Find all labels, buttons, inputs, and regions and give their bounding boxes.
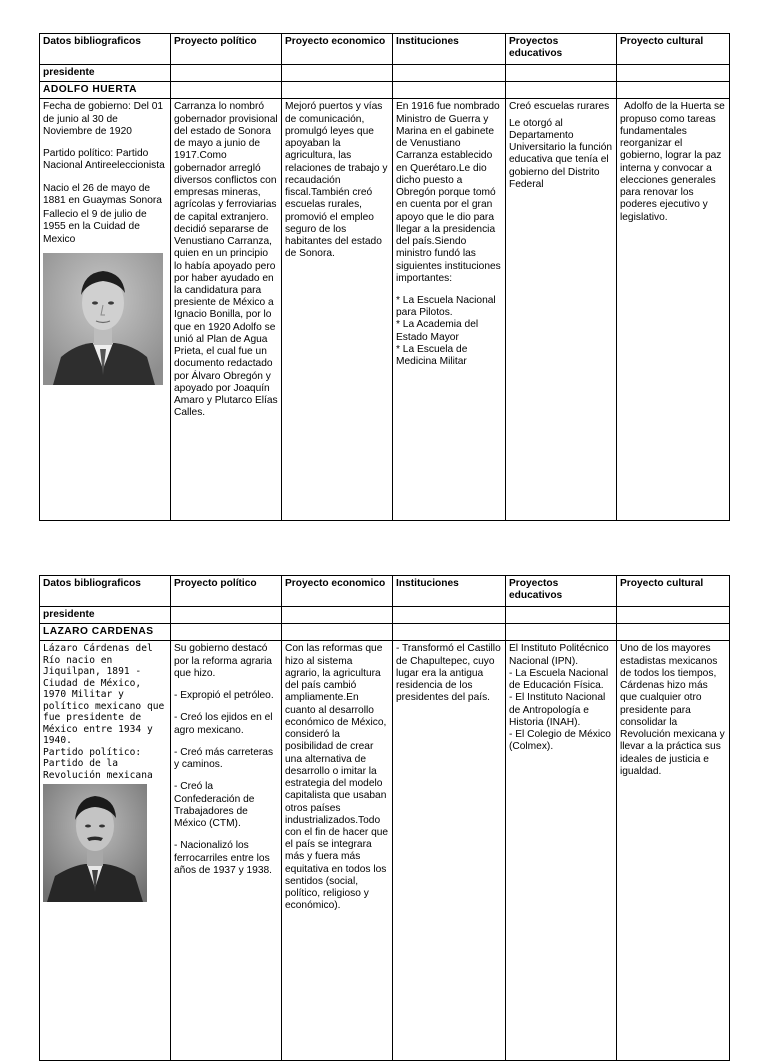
educativos-item: - El Instituto Nacional de Antropología e Historia (INAH). <box>509 692 606 728</box>
cultural-cell: Adolfo de la Huerta se propuso como tareas fundamentales reorganizar el gobierno, lograr la paz interna y convocar a elecciones generales para renovar los poderes ejecutivo y legislativo. <box>617 99 730 521</box>
bio-partido: Partido político: Partido Nacional Antireeleccionista <box>43 148 165 172</box>
politico-item: Su gobierno destacó por la reforma agraria que hizo. <box>174 643 272 679</box>
header-proyecto-economico: Proyecto economico <box>282 34 393 65</box>
politico-item: - Nacionalizó los ferrocarriles entre los años de 1937 y 1938. <box>174 840 272 876</box>
header-proyecto-economico: Proyecto economico <box>282 576 393 607</box>
educativos-item: - La Escuela Nacional de Educación Física. <box>509 667 609 692</box>
header-datos-bibliograficos: Datos bibliograficos <box>40 34 171 65</box>
header-proyecto-politico: Proyecto político <box>171 34 282 65</box>
politico-cell <box>171 641 282 1061</box>
header-proyecto-cultural: Proyecto cultural <box>617 34 730 65</box>
bio-partido: Partido político: Partido de la Revolución mexicana <box>43 746 153 781</box>
header-instituciones: Instituciones <box>393 34 506 65</box>
president-table-cardenas <box>39 575 730 1061</box>
instituciones-intro: En 1916 fue nombrado Ministro de Guerra y Marina en el gabinete de Venustiano Carranza establecido en Querétaro.Le dio dicho puesto a Obregón porque tomó en cuenta por el gran apoyo que le dio para llegar a la presidencia del país.Siendo ministro fundó las siguientes instituciones importantes: <box>396 101 501 284</box>
instituciones-cell <box>393 99 506 521</box>
header-proyectos-educativos: Proyectos educativos <box>506 34 617 65</box>
content-row <box>40 99 730 521</box>
bio-nacimiento: Nacio el 26 de mayo de 1881 en Guaymas Sonora <box>43 182 162 206</box>
instituciones-item: * La Escuela de Medicina Militar <box>396 343 468 368</box>
educativos-item: Le otorgó al Departamento Universitario la función educativa que tenía el gobierno del Distrito Federal <box>509 117 613 190</box>
header-proyecto-cultural: Proyecto cultural <box>617 576 730 607</box>
educativos-item: El Instituto Politécnico Nacional (IPN). <box>509 643 609 667</box>
president-table-huerta <box>39 33 730 521</box>
politico-item: - Expropió el petróleo. <box>174 690 274 702</box>
instituciones-item: * La Escuela Nacional para Pilotos. <box>396 294 496 319</box>
politico-item: - Creó los ejidos en el agro mexicano. <box>174 712 273 736</box>
section-label: presidente <box>40 607 171 624</box>
bio-fecha-gobierno: Fecha de gobierno: Del 01 de junio al 30 de Noviembre de 1920 <box>43 101 164 137</box>
header-datos-bibliograficos: Datos bibliograficos <box>40 576 171 607</box>
bio-fallecimiento: Fallecio el 9 de julio de 1955 en la Cuidad de Mexico <box>43 209 147 245</box>
header-row <box>40 576 730 607</box>
politico-item: - Creó la Confederación de Trabajadores de México (CTM). <box>174 781 255 830</box>
header-row <box>40 34 730 65</box>
educativos-item: - El Colegio de México (Colmex). <box>509 729 611 753</box>
section-label: presidente <box>40 65 171 82</box>
name-row <box>40 82 730 99</box>
educativos-cell <box>506 641 617 1061</box>
economico-cell: Con las reformas que hizo al sistema agrario, la agricultura del país cambió ampliamente.En cuanto al desarrollo económico de México, consideró la posibilidad de crear una alternativa de desarrollo o imitar la estrategia del modelo capitalista que usaban otros países industrializados.Todo con el fin de hacer que el país se integrara más y fuera más equitativa en todos los sentidos (social, político, religioso y económico). <box>282 641 393 1061</box>
bio-cell <box>40 641 171 1061</box>
educativos-cell <box>506 99 617 521</box>
educativos-item: Creó escuelas rurares <box>509 101 610 113</box>
header-instituciones: Instituciones <box>393 576 506 607</box>
portrait-photo <box>43 252 163 386</box>
politico-item: - Creó más carreteras y caminos. <box>174 746 274 771</box>
instituciones-item: * La Academia del Estado Mayor <box>396 319 479 343</box>
president-name: ADOLFO HUERTA <box>40 82 171 99</box>
politico-cell: Carranza lo nombró gobernador provisional del estado de Sonora de mayo a junio de 1917.Como gobernador arregló diversos conflictos con empresas mineras, agrícolas y ferroviarias de capital extranjero. decidió separarse de Venustiano Carranza, quien en un principio lo había apoyado pero por haber ayudado en la candidatura para presiente de México a Ignacio Bonilla, por lo que en 1920 Adolfo se unió al Plan de Agua Prieta, el cual fue un documento redactado por Álvaro Obregón y apoyado por Joaquín Amaro y Plutarco Elías Calles. <box>171 99 282 521</box>
bio-cell <box>40 99 171 521</box>
content-row <box>40 641 730 1061</box>
instituciones-cell: - Transformó el Castillo de Chapultepec, cuyo lugar era la antigua residencia de los presidentes del país. <box>393 641 506 1061</box>
header-proyecto-politico: Proyecto político <box>171 576 282 607</box>
portrait-photo <box>43 784 147 902</box>
bio-descripcion: Lázaro Cárdenas del Río nacio en Jiquilpan, 1891 - Ciudad de México, 1970 Militar y político mexicano que fue presidente de México entre 1934 y 1940. <box>43 643 165 747</box>
name-row <box>40 624 730 641</box>
president-name: LAZARO CARDENAS <box>40 624 171 641</box>
header-proyectos-educativos: Proyectos educativos <box>506 576 617 607</box>
economico-cell: Mejoró puertos y vías de comunicación, promulgó leyes que apoyaban la agricultura, las relaciones de trabajo y recaudación fiscal.También creó escuelas rurales, promovió el empleo seguro de los habitantes del estado de Sonora. <box>282 99 393 521</box>
cultural-cell: Uno de los mayores estadistas mexicanos de todos los tiempos, Cárdenas hizo más que cualquier otro presidente para consolidar la Revolución mexicana y llevar a la práctica sus ideales de justicia e igualdad. <box>617 641 730 1061</box>
section-row <box>40 607 730 624</box>
section-row <box>40 65 730 82</box>
